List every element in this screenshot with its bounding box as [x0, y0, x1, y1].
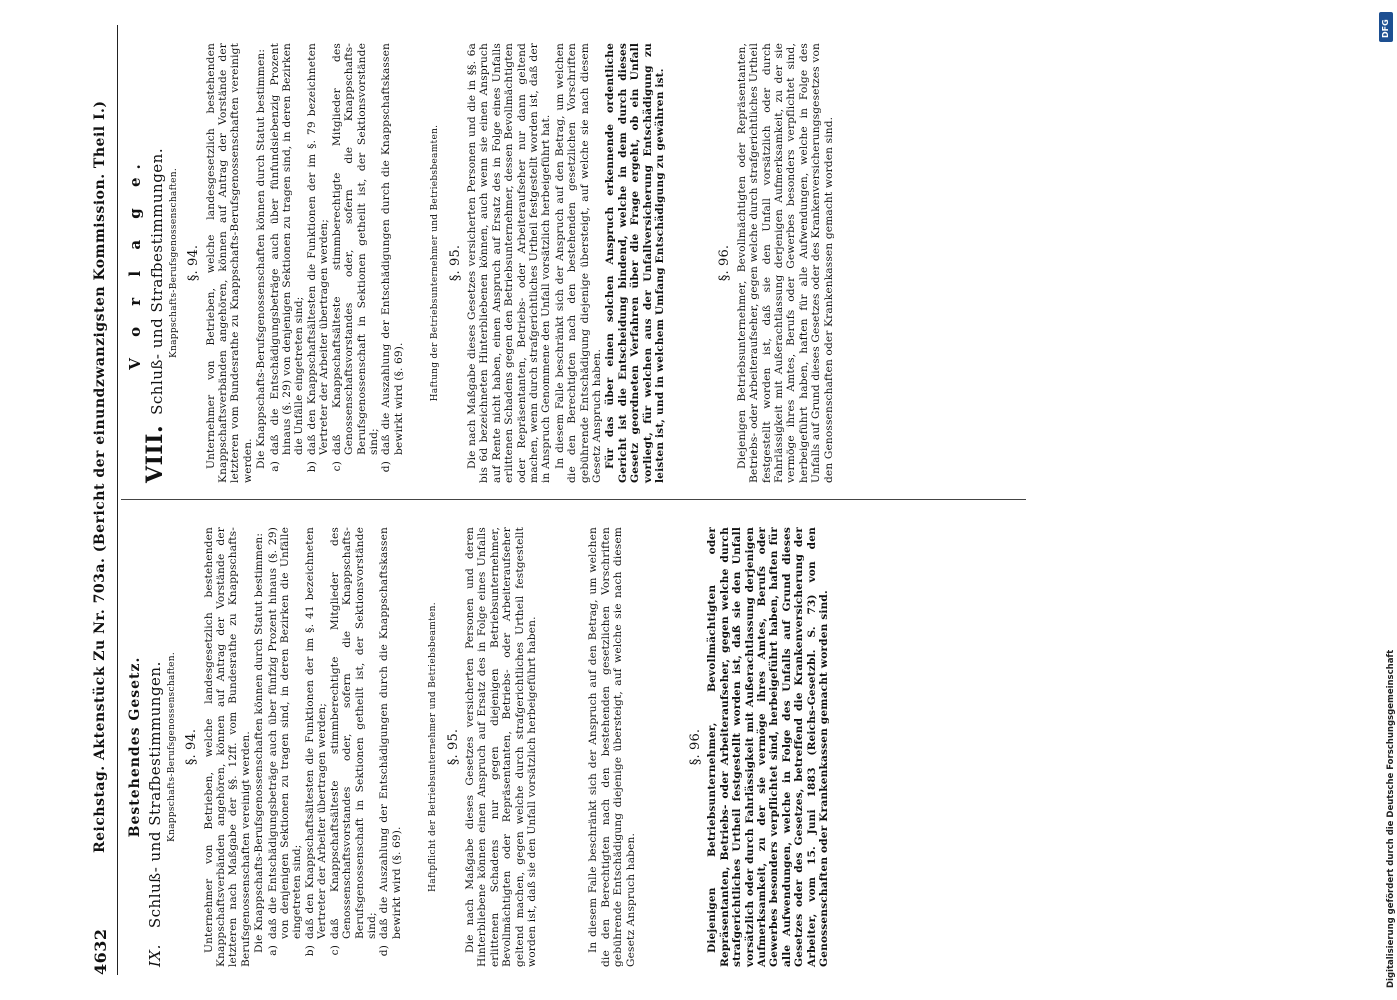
list-label: c): [330, 461, 343, 472]
list-text: daß den Knappschaftsältesten die Funktionen der im §. 79 bezeichneten Vertreter der Arbeiter übertragen werden;: [305, 43, 331, 455]
paragraph-label: §. 96.: [717, 244, 733, 282]
paragraph-text: Diejenigen Betriebsunternehmer, Bevollmächtigten oder Repräsentanten, Betriebs- oder Arbeiteraufseher, gegen welche durch strafgerichtliches Urtheil festgestellt worden ist, daß sie den Unfall vorsätzlich oder durch Fahrlässigkeit mit Außerachtlassung derjenigen Aufmerksamkeit, zu der sie vermöge ihres Amtes, Berufs oder Gewerbes besonders verpflichtet sind, herbeigeführt haben, haften für alle Aufwendungen, welche in Folge des Unfalls auf Grund dieses Gesetzes oder des Gesetzes, betreffend die Krankenversicherung der Arbeiter, vom 15. Juni 1883 (Reichs-Gesetzbl. S. 73) von den Genossenschaften oder Krankenkassen gemacht worden sind.: [706, 527, 831, 967]
dfg-logo-icon: [1379, 12, 1393, 42]
list-item: [331, 43, 381, 483]
list-label: b): [303, 945, 316, 957]
column-existing-law: [127, 527, 831, 967]
subheading: Haftpflicht der Betriebsunternehmer und Betriebsbeamten.: [428, 602, 439, 892]
section-title: Schluß- und Strafbestimmungen.: [148, 147, 167, 415]
list-label: a): [266, 945, 279, 956]
section-heading: [146, 527, 165, 967]
list-label: d): [378, 945, 391, 957]
paragraph-text: In diesem Falle beschränkt sich der Anspruch auf den Betrag, um welchen die den Berechtigten nach den bestehenden gesetzlichen Vorschriften gebührende Entschädigung diejenige übersteigt, auf welche sie nach diesem Gesetz Anspruch haben.: [553, 43, 603, 483]
dfg-funding-strip: [1378, 8, 1394, 993]
header-rule: [117, 25, 118, 975]
section-number: VIII.: [142, 424, 169, 483]
funding-note: Digitalisierung gefördert durch die Deutsche Forschungsgemeinschaft: [1386, 649, 1396, 988]
subheading: Knappschafts-Berufsgenossenschaften.: [168, 167, 179, 359]
column-proposal: [127, 43, 836, 483]
list-text: daß die Entschädigungsbeträge auch über fünfundsiebenzig Prozent hinaus (§. 29) von denjenigen Sektionen zu tragen sind, in deren Bezirken die Unfälle eingetreten sind;: [268, 43, 306, 455]
rotated-document-page: [85, 25, 1045, 975]
list-item: [378, 527, 403, 967]
page-number: 4632: [90, 928, 110, 975]
paragraph-label: §. 95.: [447, 244, 463, 282]
paragraph-text: In diesem Falle beschränkt sich der Anspruch auf den Betrag, um welchen die den Berechtigten nach den bestehenden gesetzlichen Vorschriften gebührende Entschädigung diejenige übersteigt, auf welche sie nach diesem Gesetz Anspruch haben.: [587, 527, 637, 967]
paragraph-label: §. 96.: [688, 728, 703, 766]
section-title: Schluß- und Strafbestimmungen.: [146, 661, 165, 929]
subheading: Knappschafts-Berufsgenossenschaften.: [166, 651, 177, 843]
dfg-logo-text: DFG: [1381, 19, 1390, 38]
list-label: d): [380, 461, 393, 473]
list-item: [269, 43, 306, 483]
list-text: daß den Knappschaftsältesten die Funktionen der im §. 41 bezeichneten Vertreter der Arbeiter übertragen werden;: [303, 527, 329, 939]
list-text: daß die Auszahlung der Entschädigungen durch die Knappschaftskassen bewirkt wird (§. 69).: [380, 43, 405, 455]
paragraph-label: §. 95.: [445, 728, 461, 766]
section-heading: [142, 43, 169, 483]
paragraph-text: Unternehmer von Betrieben, welche landesgesetzlich bestehenden Knappschaftsverbänden angehören, können auf Antrag der Vorstände der letzteren vom Bundesrathe zu Knappschafts-Berufsgenossenschaften vereinigt werden.: [204, 43, 254, 483]
column-title: Bestehendes Gesetz.: [127, 656, 143, 838]
list-item: [380, 43, 405, 483]
list-text: daß die Entschädigungsbeträge auch über fünfzig Prozent hinaus (§. 29) von denjenigen Sektionen zu tragen sind, in deren Bezirken die Unfälle eingetreten sind;: [266, 527, 304, 939]
paragraph-text: Unternehmer von Betrieben, welche landesgesetzlich bestehenden Knappschaftsverbänden angehören, können auf Antrag der Vorstände der letzteren nach Maßgabe der §§. 12ff. vom Bundesrathe zu Knappschafts-Berufsgenossenschaften vereinigt werden.: [202, 527, 252, 967]
list-item: [329, 527, 379, 967]
list-label: c): [328, 945, 341, 956]
paragraph-text: Die Knappschafts-Berufsgenossenschaften können durch Statut bestimmen:: [255, 48, 268, 469]
paragraph-label: §. 94.: [184, 728, 200, 766]
paragraph-text: Diejenigen Betriebsunternehmer, Bevollmächtigten oder Repräsentanten, Betriebs- oder Arbeiteraufseher, gegen welche durch strafgerichtliches Urtheil festgestellt worden ist, daß sie den Unfall vorsätzlich oder durch Fahrlässigkeit mit Außerachtlassung derjenigen Aufmerksamkeit, zu der sie vermöge ihres Amtes, Berufs oder Gewerbes besonders verpflichtet sind, herbeigeführt haben, haften für alle Aufwendungen, welche in Folge des Unfalls auf Grund dieses Gesetzes oder des Krankenversicherungsgesetzes von den Genossenschaften oder Krankenkassen gemacht worden sind.: [735, 43, 835, 483]
page-header: [85, 25, 115, 975]
list-label: b): [305, 461, 318, 473]
subheading: Haftung der Betriebsunternehmer und Betriebsbeamten.: [430, 124, 441, 402]
list-item: [267, 527, 304, 967]
paragraph-text: Die nach Maßgabe dieses Gesetzes versicherten Personen und die in §§. 6a bis 6d bezeichneten Hinterbliebenen können, auch wenn sie einen Anspruch auf Rente nicht haben, einen Anspruch auf Ersatz des in Folge eines Unfalls erlittenen Schadens gegen den Betriebsunternehmer, dessen Bevollmächtigten oder Repräsentanten, Betriebs- oder Arbeiteraufseher nur dann geltend machen, wenn durch strafgerichtliches Urtheil festgestellt worden ist, daß der in Anspruch Genommene den Unfall vorsätzlich herbeigeführt hat.: [465, 43, 553, 483]
paragraph-text: Für das über einen solchen Anspruch erkennende ordentliche Gericht ist die Entscheidung bindend, welche in dem durch dieses Gesetz geordneten Verfahren über die Frage ergeht, ob ein Unfall vorliegt, für welchen aus der Unfallversicherung Entschädigung zu leisten ist, und in welchem Umfang Entschädigung zu gewähren ist.: [604, 43, 667, 483]
list-text: daß Knappschaftsälteste stimmberechtigte Mitglieder des Genossenschaftsvorstandes oder, sofern die Knappschafts-Berufsgenossenschaft in Sektionen getheilt ist, der Sektionsvorstände sind;: [330, 43, 380, 455]
column-divider: [121, 499, 1026, 500]
list-label: a): [268, 461, 281, 472]
paragraph-text: Die nach Maßgabe dieses Gesetzes versicherten Personen und deren Hinterbliebene können einen Anspruch auf Ersatz des in Folge eines Unfalls erlittenen Schadens nur gegen diejenigen Betriebsunternehmer, Bevollmächtigten oder Repräsentanten, Betriebs- oder Arbeiteraufseher geltend machen, gegen welche durch strafgerichtliches Urtheil festgestellt worden ist, daß sie den Unfall vorsätzlich herbeigeführt haben.: [463, 527, 538, 967]
paragraph-text: Die Knappschafts-Berufsgenossenschaften können durch Statut bestimmen:: [253, 532, 266, 953]
list-item: [304, 527, 329, 967]
section-number: IX.: [146, 944, 165, 967]
list-text: daß Knappschaftsälteste stimmberechtigte Mitglieder des Genossenschaftsvorstandes oder, sofern die Knappschafts-Berufsgenossenschaft in Sektionen getheilt ist, der Sektionsvorstände sind;: [328, 527, 378, 939]
column-title: V o r l a g e.: [126, 156, 144, 370]
paragraph-label: §. 94.: [186, 244, 202, 282]
running-title: Reichstag. Aktenstück Zu Nr. 703a. (Bericht der einundzwanzigsten Kommission. Theil I.): [92, 100, 108, 853]
list-text: daß die Auszahlung der Entschädigungen durch die Knappschaftskassen bewirkt wird (§. 69).: [378, 527, 403, 939]
list-item: [306, 43, 331, 483]
